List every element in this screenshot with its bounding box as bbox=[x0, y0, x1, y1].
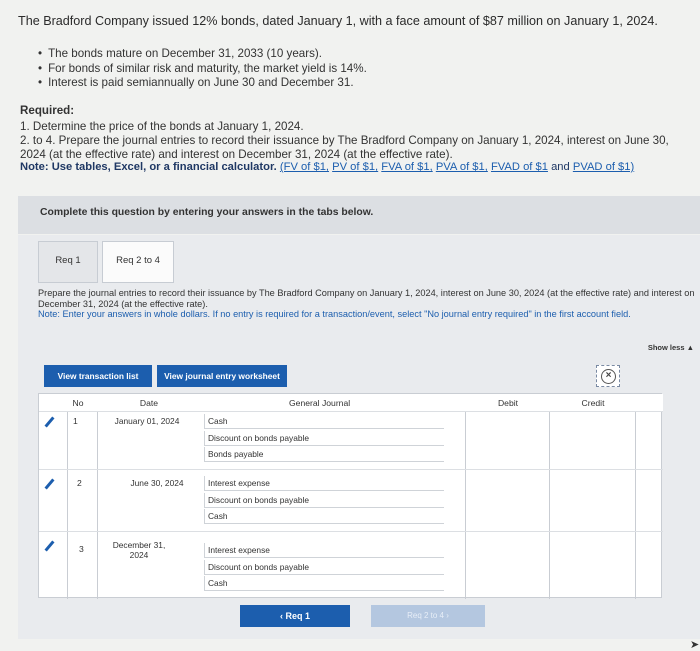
entry-date: January 01, 2024 bbox=[114, 416, 180, 426]
account-field[interactable]: Interest expense bbox=[204, 476, 444, 491]
journal-entry-3 bbox=[39, 532, 663, 599]
previous-req-button[interactable]: ‹ Req 1 bbox=[240, 605, 350, 627]
link-fv[interactable]: (FV of $1, bbox=[279, 161, 330, 173]
instructions-note: Note: Enter your answers in whole dollars. If no entry is required for a transaction/event, select "No journal entry required" in the first account field. bbox=[38, 309, 631, 320]
header-debit: Debit bbox=[497, 398, 519, 408]
entry-number: 1 bbox=[73, 416, 78, 426]
account-field[interactable]: Discount on bonds payable bbox=[204, 431, 444, 446]
instructions-text: Prepare the journal entries to record their issuance by The Bradford Company on January 1, 2024, interest on June 30, 2024 (at the effective rate) and interest on December 31, 2024 (at the effective rate). bbox=[38, 288, 695, 309]
close-icon: × bbox=[601, 369, 616, 384]
entry-number: 2 bbox=[77, 478, 82, 488]
bullet-market-yield: • For bonds of similar risk and maturity, the market yield is 14%. bbox=[38, 62, 367, 77]
entry-date: December 31, 2024 bbox=[112, 540, 166, 560]
account-field[interactable]: Interest expense bbox=[204, 543, 444, 558]
bullet-interest: • Interest is paid semiannually on June 30 and December 31. bbox=[38, 76, 367, 91]
link-pvad[interactable]: PVAD of $1) bbox=[572, 161, 635, 173]
edit-pencil-icon[interactable] bbox=[43, 416, 55, 428]
account-field[interactable]: Discount on bonds payable bbox=[204, 560, 444, 575]
account-field[interactable]: Cash bbox=[204, 576, 444, 591]
next-req-button[interactable]: Req 2 to 4 › bbox=[371, 605, 485, 627]
journal-table bbox=[38, 393, 662, 598]
problem-bullets bbox=[38, 47, 367, 91]
close-button[interactable] bbox=[596, 365, 620, 387]
requirement-2-4: 2. to 4. Prepare the journal entries to record their issuance by The Bradford Company on January 1, 2024, interest on June 30, 2024 (at the effective rate) and interest on December 31, 2024 (at the effective rate). bbox=[20, 134, 669, 161]
instructions-bar bbox=[18, 196, 700, 234]
note-label: Note: Use tables, Excel, or a financial calculator. bbox=[20, 161, 277, 173]
link-fvad[interactable]: FVAD of $1 bbox=[490, 161, 548, 173]
account-field[interactable]: Cash bbox=[204, 509, 444, 524]
account-field[interactable]: Bonds payable bbox=[204, 447, 444, 462]
required-heading: Required: bbox=[20, 104, 75, 117]
bullet-maturity: • The bonds mature on December 31, 2033 (10 years). bbox=[38, 47, 367, 62]
edit-pencil-icon[interactable] bbox=[43, 478, 55, 490]
tab-req-2-to-4[interactable]: Req 2 to 4 bbox=[102, 241, 174, 283]
header-no: No bbox=[72, 398, 84, 408]
problem-intro: The Bradford Company issued 12% bonds, dated January 1, with a face amount of $87 million on January 1, 2024. bbox=[18, 14, 658, 28]
account-field[interactable]: Cash bbox=[204, 414, 444, 429]
and-text: and bbox=[551, 161, 570, 173]
instructions-bar-text: Complete this question by entering your answers in the tabs below. bbox=[40, 207, 374, 218]
view-journal-worksheet-button[interactable]: View journal entry worksheet bbox=[157, 365, 287, 387]
link-fva[interactable]: FVA of $1, bbox=[381, 161, 433, 173]
journal-header-row bbox=[39, 394, 663, 412]
tab-req-1[interactable]: Req 1 bbox=[38, 241, 98, 283]
link-pva[interactable]: PVA of $1, bbox=[435, 161, 488, 173]
view-transaction-list-button[interactable]: View transaction list bbox=[44, 365, 152, 387]
journal-entry-1 bbox=[39, 412, 663, 470]
entry-number: 3 bbox=[79, 544, 84, 554]
show-less-toggle[interactable]: Show less ▲ bbox=[647, 343, 694, 352]
header-credit: Credit bbox=[581, 398, 605, 408]
mouse-cursor-icon: ➤ bbox=[690, 639, 700, 651]
requirement-1: 1. Determine the price of the bonds at January 1, 2024. bbox=[20, 120, 304, 133]
account-field[interactable]: Discount on bonds payable bbox=[204, 493, 444, 508]
tab-instructions bbox=[38, 288, 698, 320]
edit-pencil-icon[interactable] bbox=[43, 540, 55, 552]
question-panel bbox=[18, 235, 700, 651]
header-date: Date bbox=[139, 398, 159, 408]
journal-entry-2 bbox=[39, 470, 663, 532]
header-general-journal: General Journal bbox=[289, 398, 351, 408]
entry-date: June 30, 2024 bbox=[130, 478, 184, 488]
link-pv[interactable]: PV of $1, bbox=[332, 161, 379, 173]
requirement-note bbox=[20, 161, 700, 173]
